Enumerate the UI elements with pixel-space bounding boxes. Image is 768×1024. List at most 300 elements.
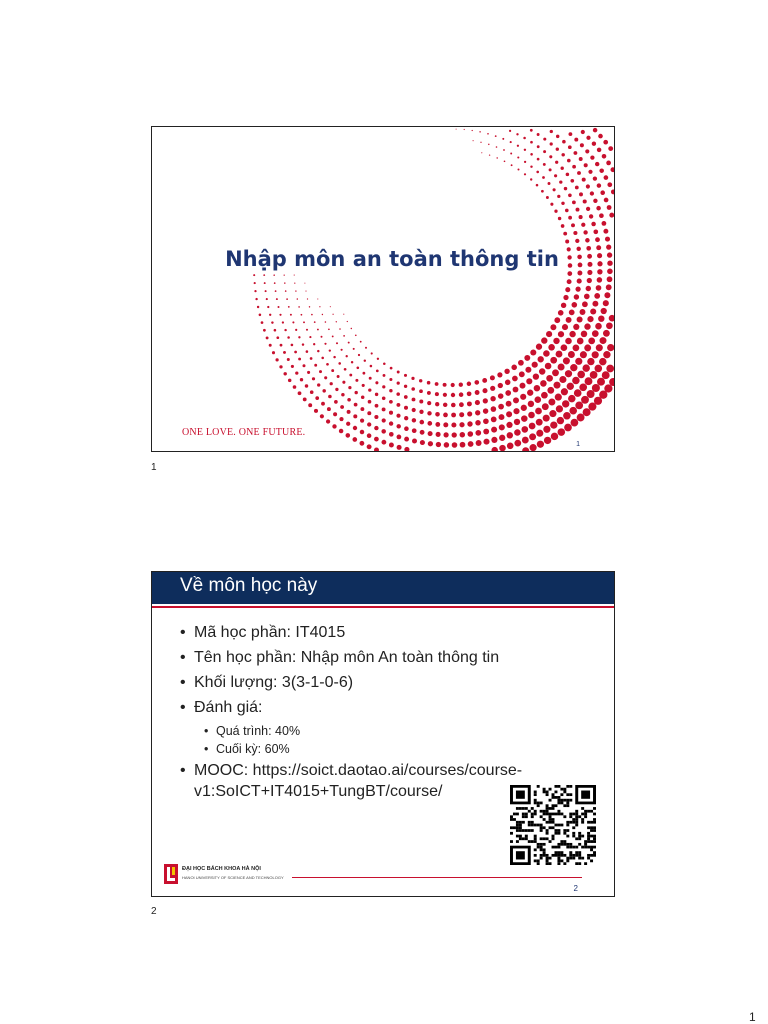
arc-dot [427, 401, 431, 405]
qr-module [587, 840, 590, 843]
arc-dot [389, 443, 394, 448]
qr-module [552, 807, 555, 810]
arc-dot [543, 426, 550, 433]
arc-dot [443, 383, 447, 387]
arc-dot [419, 400, 423, 404]
arc-dot [534, 385, 540, 391]
arc-dot [324, 343, 326, 345]
arc-dot [334, 400, 338, 404]
arc-dot [483, 439, 489, 445]
arc-dot [475, 400, 480, 405]
arc-dot [559, 376, 566, 383]
arc-dot [543, 163, 546, 166]
arc-dot [315, 396, 319, 400]
arc-dot [565, 240, 569, 244]
arc-dot [556, 135, 559, 138]
arc-dot [558, 364, 565, 371]
arc-dot [550, 421, 557, 428]
qr-module [566, 804, 569, 807]
arc-dot [586, 136, 590, 140]
arc-dot [375, 393, 378, 396]
arc-dot [351, 328, 352, 329]
arc-dot [483, 398, 488, 403]
qr-module [560, 793, 563, 796]
arc-dot [530, 178, 532, 180]
arc-dot [468, 441, 474, 447]
arc-dot [364, 360, 366, 362]
arc-dot [580, 351, 587, 358]
qr-module [516, 835, 519, 838]
arc-dot [304, 283, 305, 284]
arc-dot [451, 403, 456, 408]
arc-dot [263, 329, 266, 332]
qr-module [584, 813, 587, 816]
qr-module [549, 788, 552, 791]
arc-dot [269, 314, 271, 316]
arc-dot [546, 196, 549, 199]
arc-dot [427, 391, 431, 395]
qr-module [528, 810, 531, 813]
qr-module [531, 829, 534, 832]
arc-dot [404, 406, 408, 410]
arc-dot [396, 424, 400, 428]
qr-module [543, 788, 546, 791]
arc-dot [480, 142, 481, 143]
arc-dot [558, 310, 564, 316]
arc-dot [419, 389, 423, 393]
qr-module [516, 851, 525, 859]
arc-dot [332, 314, 333, 315]
arc-dot [389, 432, 394, 437]
arc-dot [593, 229, 598, 234]
arc-dot [419, 379, 422, 382]
arc-dot [317, 329, 319, 331]
arc-dot [585, 149, 589, 153]
qr-module [557, 832, 560, 835]
arc-dot [599, 358, 606, 365]
qr-module [587, 846, 590, 849]
arc-dot [383, 374, 386, 377]
qr-module [549, 862, 552, 865]
arc-dot [411, 387, 415, 391]
arc-dot [562, 140, 566, 144]
arc-dot [587, 278, 592, 283]
arc-dot [561, 153, 564, 156]
arc-dot [563, 357, 570, 364]
qr-module [510, 832, 513, 835]
qr-module [537, 802, 540, 805]
arc-dot [332, 335, 334, 337]
arc-dot [367, 444, 372, 449]
qr-module [519, 826, 522, 829]
qr-module [593, 818, 596, 821]
qr-module [546, 854, 549, 857]
arc-dot [460, 432, 465, 437]
qr-module [528, 821, 531, 824]
arc-dot [574, 138, 578, 142]
qr-module [566, 799, 569, 802]
qr-module [575, 815, 578, 818]
qr-module [546, 813, 549, 816]
qr-module [543, 851, 546, 854]
qr-module [510, 826, 513, 829]
qr-module [590, 826, 593, 829]
arc-dot [581, 331, 588, 338]
qr-module [563, 840, 566, 843]
arc-dot [590, 191, 594, 195]
qr-module [554, 791, 557, 794]
arc-dot [575, 286, 580, 291]
qr-module [593, 821, 596, 824]
arc-dot [358, 354, 360, 356]
arc-dot [502, 138, 504, 140]
arc-dot [504, 160, 506, 162]
qr-module [525, 835, 528, 838]
qr-module [540, 829, 543, 832]
university-logo-icon [164, 864, 178, 884]
arc-dot [306, 329, 308, 331]
arc-dot [298, 306, 300, 308]
qr-module [569, 793, 572, 796]
qr-module [554, 846, 557, 849]
slide-1 [151, 126, 615, 452]
arc-dot [592, 301, 598, 307]
arc-dot [507, 432, 513, 438]
arc-dot [404, 416, 408, 420]
qr-module [566, 835, 569, 838]
qr-module [566, 821, 569, 824]
arc-dot [541, 190, 544, 193]
arc-dot [389, 421, 393, 425]
arc-dot [291, 365, 294, 368]
qr-code-icon[interactable] [510, 785, 596, 865]
arc-dot [351, 361, 353, 363]
qr-module [569, 815, 572, 818]
arc-dot [565, 338, 572, 345]
qr-module [513, 826, 516, 829]
arc-dot [536, 171, 539, 174]
arc-dot [527, 390, 533, 396]
arc-dot [491, 427, 497, 433]
qr-module [572, 854, 575, 857]
arc-dot [513, 408, 519, 414]
qr-module [516, 813, 519, 816]
arc-dot [588, 170, 592, 174]
arc-dot [522, 437, 529, 444]
qr-module [549, 799, 552, 802]
arc-dot [545, 363, 552, 370]
arc-dot [550, 357, 557, 364]
qr-module [537, 862, 540, 865]
qr-module [572, 813, 575, 816]
arc-dot [504, 369, 509, 374]
header-divider [152, 606, 614, 608]
qr-module [581, 813, 584, 816]
arc-dot [605, 237, 610, 242]
arc-dot [427, 411, 431, 415]
qr-module [540, 815, 543, 818]
arc-dot [326, 363, 329, 366]
arc-dot [530, 444, 537, 451]
qr-module [581, 821, 584, 824]
arc-dot [569, 407, 577, 415]
qr-module [587, 857, 590, 860]
arc-dot [308, 403, 312, 407]
qr-module [546, 821, 549, 824]
arc-dot [280, 344, 283, 347]
arc-dot [513, 397, 519, 403]
arc-dot [344, 368, 347, 371]
arc-dot [505, 380, 511, 386]
qr-module [540, 857, 543, 860]
arc-dot [574, 389, 582, 397]
arc-dot [577, 371, 585, 379]
arc-dot [557, 195, 560, 198]
arc-dot [317, 298, 318, 299]
sub-bullet-process: • Quá trình: 40% [180, 722, 590, 740]
arc-dot [254, 282, 256, 284]
arc-dot [330, 382, 333, 385]
arc-dot [475, 430, 481, 436]
arc-dot [609, 315, 615, 322]
arc-dot [551, 433, 558, 440]
arc-dot [467, 421, 472, 426]
arc-dot [472, 130, 473, 131]
arc-dot [559, 180, 562, 183]
qr-module [540, 846, 543, 849]
arc-dot [546, 375, 553, 382]
arc-dot [459, 422, 464, 427]
qr-module [590, 810, 593, 813]
qr-module [563, 788, 566, 791]
arc-dot [362, 384, 365, 387]
arc-dot [266, 298, 268, 300]
arc-dot [558, 217, 561, 220]
arc-dot [568, 216, 572, 220]
arc-dot [583, 408, 591, 416]
arc-dot [496, 146, 498, 148]
arc-dot [583, 199, 587, 203]
arc-dot [336, 321, 337, 322]
qr-module [572, 818, 575, 821]
qr-module [587, 826, 590, 829]
arc-dot [581, 396, 589, 404]
arc-dot [575, 358, 582, 365]
arc-dot [327, 407, 331, 411]
qr-module [584, 810, 587, 813]
arc-dot [264, 282, 266, 284]
arc-dot [549, 168, 552, 171]
slide-2-title: Về môn học này [180, 575, 318, 596]
arc-dot [383, 362, 386, 365]
qr-module [531, 815, 534, 818]
arc-dot [377, 358, 379, 360]
arc-dot [585, 377, 593, 385]
arc-dot [546, 331, 552, 337]
arc-dot [537, 145, 540, 148]
arc-dot [567, 159, 571, 163]
arc-dot [577, 338, 584, 345]
arc-dot [295, 329, 297, 331]
arc-dot [591, 222, 596, 227]
arc-dot [543, 150, 546, 153]
qr-module [537, 785, 540, 788]
qr-module [566, 843, 569, 846]
qr-module [569, 821, 572, 824]
arc-dot [353, 348, 355, 350]
qr-module [534, 837, 537, 840]
arc-dot [290, 314, 292, 316]
qr-module [549, 815, 552, 818]
arc-dot [443, 393, 447, 397]
arc-dot [524, 173, 526, 175]
slide-2-header [152, 572, 614, 604]
qr-module [584, 815, 587, 818]
arc-dot [314, 364, 317, 367]
qr-module [590, 840, 593, 843]
arc-dot [310, 357, 313, 360]
qr-module [537, 846, 540, 849]
arc-dot [569, 331, 575, 337]
arc-dot [554, 317, 560, 323]
arc-dot [473, 140, 474, 141]
qr-module [593, 826, 596, 829]
arc-dot [360, 441, 365, 446]
qr-module [587, 835, 590, 838]
arc-dot [389, 411, 393, 415]
arc-dot [340, 405, 344, 409]
arc-dot [520, 394, 526, 400]
qr-module [575, 818, 578, 821]
arc-dot [568, 395, 575, 402]
arc-dot [339, 328, 341, 330]
arc-dot [537, 441, 544, 448]
arc-dot [561, 202, 564, 205]
arc-dot [348, 342, 350, 344]
arc-dot [443, 413, 448, 418]
arc-dot [288, 379, 292, 383]
arc-dot [592, 384, 600, 392]
arc-dot [354, 403, 358, 407]
arc-dot [347, 398, 351, 402]
arc-dot [511, 365, 517, 371]
arc-dot [525, 367, 531, 373]
arc-dot [577, 414, 585, 422]
qr-module [566, 793, 569, 796]
qr-module [557, 829, 560, 832]
qr-module [534, 854, 537, 857]
arc-dot [575, 239, 579, 243]
arc-dot [499, 435, 505, 441]
qr-module [552, 793, 555, 796]
arc-dot [573, 231, 577, 235]
arc-dot [556, 148, 559, 151]
qr-module [537, 859, 540, 862]
qr-module [560, 843, 563, 846]
qr-module [525, 813, 528, 816]
qr-module [519, 835, 522, 838]
arc-dot [311, 314, 313, 316]
arc-dot [363, 372, 366, 375]
arc-dot [329, 349, 331, 351]
arc-dot [541, 337, 547, 343]
arc-dot [561, 224, 565, 228]
qr-module [563, 854, 566, 857]
qr-module [560, 824, 563, 827]
arc-dot [567, 383, 574, 390]
arc-dot [518, 360, 524, 366]
qr-module [569, 813, 572, 816]
arc-dot [521, 415, 527, 421]
arc-dot [570, 364, 577, 371]
qr-module [534, 802, 537, 805]
arc-dot [360, 341, 362, 343]
arc-dot [553, 338, 559, 344]
arc-dot [459, 392, 464, 397]
university-logo [160, 864, 300, 892]
arc-dot [549, 155, 552, 158]
arc-dot [571, 223, 575, 227]
qr-module [522, 821, 525, 824]
arc-dot [512, 376, 518, 382]
qr-module [566, 857, 569, 860]
qr-module [546, 837, 549, 840]
arc-dot [317, 383, 320, 386]
qr-module [516, 840, 519, 843]
arc-dot [411, 377, 414, 380]
arc-dot [597, 378, 605, 386]
qr-module [572, 832, 575, 835]
arc-dot [561, 167, 564, 170]
arc-dot [573, 324, 579, 330]
arc-dot [451, 413, 456, 418]
arc-dot [483, 418, 489, 424]
arc-dot [317, 350, 319, 352]
arc-dot [550, 203, 553, 206]
arc-dot [346, 422, 350, 426]
arc-dot [548, 344, 555, 351]
arc-dot [467, 411, 472, 416]
qr-module [549, 840, 552, 843]
arc-dot [342, 381, 345, 384]
slide-1-caption: 1 [151, 462, 157, 473]
arc-dot [562, 400, 569, 407]
arc-dot [572, 302, 578, 308]
arc-dot [574, 294, 579, 299]
qr-module [546, 859, 549, 862]
qr-module [534, 840, 537, 843]
arc-dot [490, 375, 495, 380]
qr-module [534, 824, 537, 827]
arc-dot [254, 290, 256, 292]
arc-dot [577, 171, 581, 175]
qr-module [531, 840, 534, 843]
arc-dot [452, 432, 457, 437]
arc-dot [550, 142, 553, 145]
arc-dot [347, 410, 351, 414]
arc-dot [521, 405, 527, 411]
bullet-mooc-link[interactable]: • MOOC: https://soict.daotao.ai/courses/course-v1:SoICT+IT4015+TungBT/course/ [180, 760, 590, 802]
arc-dot [577, 279, 582, 284]
arc-dot [269, 344, 272, 347]
arc-dot [601, 308, 607, 314]
qr-module [566, 824, 569, 827]
arc-dot [325, 321, 327, 323]
qr-module [575, 824, 578, 827]
arc-dot [604, 175, 609, 180]
arc-dot [597, 277, 603, 283]
arc-dot [397, 371, 400, 374]
